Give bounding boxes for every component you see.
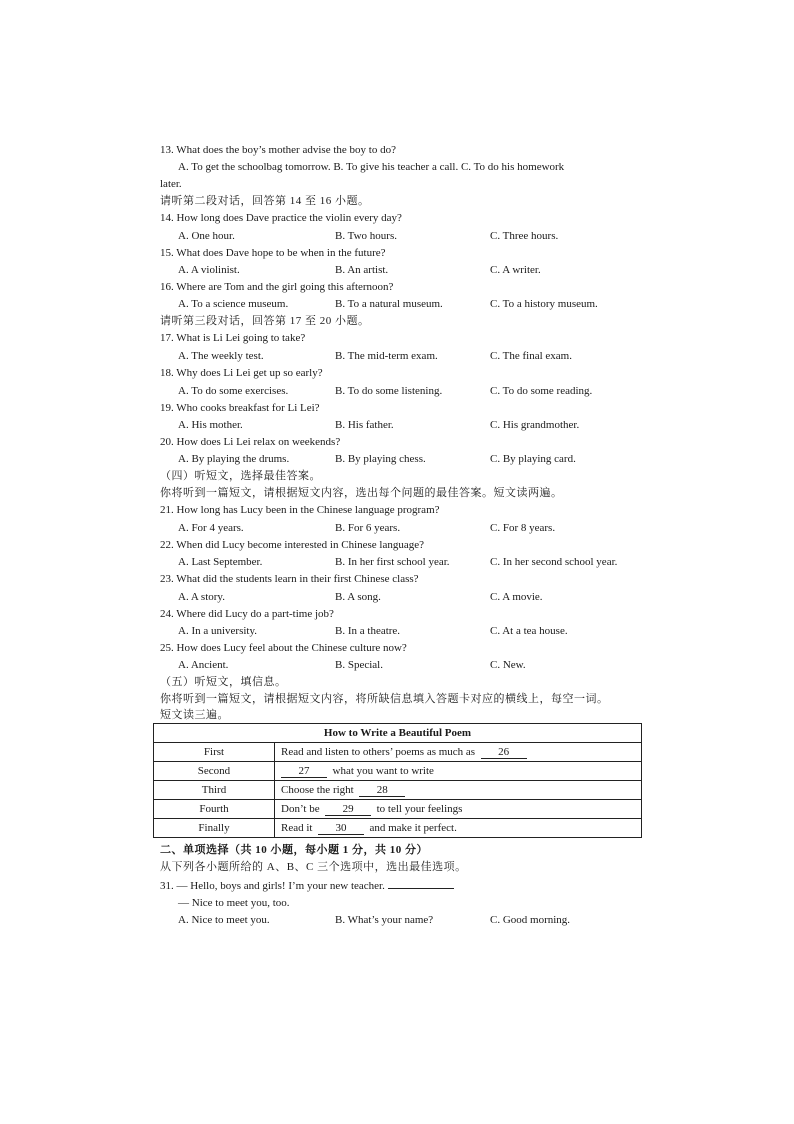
section-5-instructions: 你将听到一篇短文，请根据短文内容，将所缺信息填入答题卡对应的横线上，每空一词。 <box>160 693 609 705</box>
table-row <box>154 781 642 800</box>
option-c: C. A movie. <box>490 591 543 603</box>
table-row <box>154 743 642 762</box>
option-b: B. A song. <box>335 591 381 603</box>
blank-30: 30 <box>318 822 364 835</box>
step-content <box>275 800 642 819</box>
option-a: A. To a science museum. <box>178 298 289 310</box>
option-a: A. A violinist. <box>178 264 240 276</box>
step-text-before: Read it <box>281 822 313 834</box>
question-24: 24. Where did Lucy do a part-time job? <box>160 608 334 620</box>
option-c: C. Good morning. <box>490 914 571 926</box>
option-c: C. At a tea house. <box>490 625 568 637</box>
question-20-options <box>0 452 794 466</box>
option-c: C. A writer. <box>490 264 541 276</box>
question-19-options <box>0 418 794 432</box>
dialogue-2-intro: 请听第二段对话，回答第 14 至 16 小题。 <box>160 195 370 207</box>
option-a: A. In a university. <box>178 625 258 637</box>
question-20: 20. How does Li Lei relax on weekends? <box>160 436 341 448</box>
option-a: A. Nice to meet you. <box>178 914 270 926</box>
section-4-title: （四）听短文，选择最佳答案。 <box>160 470 321 482</box>
question-15: 15. What does Dave hope to be when in the future? <box>160 247 386 259</box>
option-b: B. His father. <box>335 419 394 431</box>
section-5-instructions-cont: 短文读三遍。 <box>160 709 229 721</box>
option-a: A. Ancient. <box>178 659 229 671</box>
question-24-options <box>0 624 794 638</box>
option-a: A. The weekly test. <box>178 350 264 362</box>
option-a: A. A story. <box>178 591 225 603</box>
option-a: A. Last September. <box>178 556 263 568</box>
question-18-options <box>0 384 794 398</box>
question-15-options <box>0 263 794 277</box>
question-13-continuation: later. <box>160 178 182 190</box>
step-label: Fourth <box>154 800 275 819</box>
question-23: 23. What did the students learn in their first Chinese class? <box>160 573 419 585</box>
poem-table-header <box>154 724 642 743</box>
question-21: 21. How long has Lucy been in the Chinese language program? <box>160 504 440 516</box>
question-31 <box>160 878 454 893</box>
question-17: 17. What is Li Lei going to take? <box>160 332 306 344</box>
question-17-options <box>0 349 794 363</box>
step-label: Finally <box>154 819 275 838</box>
question-25-options <box>0 658 794 672</box>
table-row <box>154 800 642 819</box>
option-c: C. New. <box>490 659 526 671</box>
blank-27: 27 <box>281 765 327 778</box>
option-b: B. To do some listening. <box>335 385 443 397</box>
option-c: C. In her second school year. <box>490 556 618 568</box>
question-14-options <box>0 229 794 243</box>
option-c: C. To a history museum. <box>490 298 598 310</box>
dialogue-3-intro: 请听第三段对话，回答第 17 至 20 小题。 <box>160 315 370 327</box>
step-content <box>275 762 642 781</box>
question-23-options <box>0 590 794 604</box>
question-31-options <box>0 913 794 927</box>
option-b: B. Two hours. <box>335 230 397 242</box>
option-c: C. The final exam. <box>490 350 572 362</box>
option-a: A. To do some exercises. <box>178 385 289 397</box>
option-b: B. The mid-term exam. <box>335 350 438 362</box>
part-2-instructions: 从下列各小题所给的 A、B、C 三个选项中，选出最佳选项。 <box>160 861 467 873</box>
part-2-title: 二、单项选择（共 10 小题，每小题 1 分，共 10 分） <box>160 844 428 856</box>
step-content <box>275 743 642 762</box>
question-16: 16. Where are Tom and the girl going this afternoon? <box>160 281 394 293</box>
option-b: B. Special. <box>335 659 383 671</box>
question-13-options: A. To get the schoolbag tomorrow. B. To give his teacher a call. C. To do his homework <box>178 161 565 173</box>
option-a: A. One hour. <box>178 230 235 242</box>
option-b: B. An artist. <box>335 264 389 276</box>
question-22-options <box>0 555 794 569</box>
step-text-before: Read and listen to others’ poems as much as <box>281 746 476 758</box>
question-13: 13. What does the boy’s mother advise the boy to do? <box>160 144 396 156</box>
blank-29: 29 <box>325 803 371 816</box>
step-text-after: and make it perfect. <box>369 822 457 834</box>
option-c: C. For 8 years. <box>490 522 556 534</box>
option-b: B. By playing chess. <box>335 453 426 465</box>
question-31-reply: — Nice to meet you, too. <box>178 897 290 909</box>
question-22: 22. When did Lucy become interested in Chinese language? <box>160 539 425 551</box>
question-14: 14. How long does Dave practice the violin every day? <box>160 212 402 224</box>
option-b: B. In her first school year. <box>335 556 450 568</box>
option-a: A. By playing the drums. <box>178 453 290 465</box>
step-text-after: to tell your feelings <box>376 803 463 815</box>
option-b: B. To a natural museum. <box>335 298 443 310</box>
step-text-before: Choose the right <box>281 784 354 796</box>
poem-table-title: How to Write a Beautiful Poem <box>154 724 642 743</box>
table-row <box>154 762 642 781</box>
step-label: Second <box>154 762 275 781</box>
question-25: 25. How does Lucy feel about the Chinese culture now? <box>160 642 407 654</box>
step-text-after: what you want to write <box>332 765 434 777</box>
option-c: C. His grandmother. <box>490 419 580 431</box>
step-content <box>275 781 642 800</box>
option-b: B. For 6 years. <box>335 522 401 534</box>
option-b: B. What’s your name? <box>335 914 434 926</box>
step-label: First <box>154 743 275 762</box>
question-19: 19. Who cooks breakfast for Li Lei? <box>160 402 320 414</box>
question-21-options <box>0 521 794 535</box>
option-c: C. To do some reading. <box>490 385 593 397</box>
option-c: C. By playing card. <box>490 453 576 465</box>
question-31-text: 31. — Hello, boys and girls! I’m your new teacher. <box>160 880 385 892</box>
section-4-instructions: 你将听到一篇短文，请根据短文内容，选出每个问题的最佳答案。短文读两遍。 <box>160 487 563 499</box>
question-16-options <box>0 297 794 311</box>
question-18: 18. Why does Li Lei get up so early? <box>160 367 323 379</box>
step-label: Third <box>154 781 275 800</box>
blank-28: 28 <box>359 784 405 797</box>
option-a: A. For 4 years. <box>178 522 244 534</box>
step-content <box>275 819 642 838</box>
option-b: B. In a theatre. <box>335 625 401 637</box>
section-5-title: （五）听短文，填信息。 <box>160 676 287 688</box>
option-c: C. Three hours. <box>490 230 559 242</box>
blank-26: 26 <box>481 746 527 759</box>
table-row <box>154 819 642 838</box>
answer-blank <box>388 878 454 889</box>
option-a: A. His mother. <box>178 419 243 431</box>
step-text-before: Don’t be <box>281 803 320 815</box>
poem-table <box>153 723 642 838</box>
